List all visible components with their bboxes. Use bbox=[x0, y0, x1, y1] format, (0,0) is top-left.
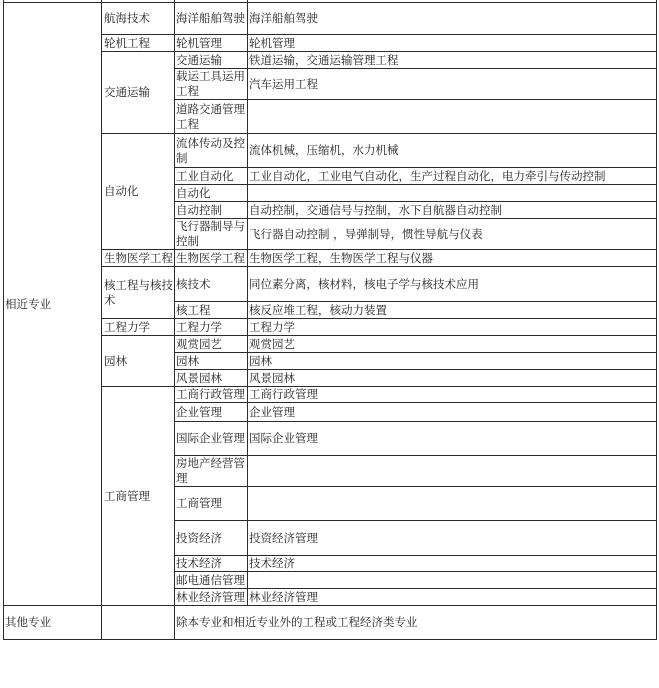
related-majors-cell: 生物医学工程，生物医学工程与仪器 bbox=[248, 250, 657, 267]
major-cell: 园林 bbox=[175, 353, 248, 370]
table-row bbox=[4, 52, 657, 69]
major-cell: 载运工具运用工程 bbox=[175, 69, 248, 100]
major-cell: 道路交通管理工程 bbox=[175, 100, 248, 134]
major-cell: 邮电通信管理 bbox=[175, 572, 248, 589]
table-row bbox=[4, 3, 657, 35]
major-cell: 海洋船舶驾驶 bbox=[175, 3, 248, 35]
major-cell: 投资经济 bbox=[175, 521, 248, 556]
related-majors-cell: 工商行政管理 bbox=[248, 387, 657, 403]
related-majors-cell: 观赏园艺 bbox=[248, 336, 657, 353]
majors-table bbox=[3, 0, 657, 640]
table-row bbox=[4, 387, 657, 403]
major-cell: 流体传动及控制 bbox=[175, 134, 248, 168]
table-row bbox=[4, 336, 657, 353]
category-cell: 航海技术 bbox=[102, 3, 175, 35]
related-majors-cell: 林业经济管理 bbox=[248, 589, 657, 606]
category-cell: 轮机工程 bbox=[102, 35, 175, 52]
related-majors-cell: 国际企业管理 bbox=[248, 422, 657, 456]
major-cell: 自动控制 bbox=[175, 202, 248, 219]
related-majors-cell: 投资经济管理 bbox=[248, 521, 657, 556]
major-cell: 生物医学工程 bbox=[175, 250, 248, 267]
related-majors-cell: 核反应堆工程，核动力装置 bbox=[248, 302, 657, 319]
major-cell: 工商管理 bbox=[175, 487, 248, 521]
category-cell: 自动化 bbox=[102, 134, 175, 250]
related-majors-cell: 自动控制，交通信号与控制，水下自航器自动控制 bbox=[248, 202, 657, 219]
category-cell bbox=[102, 606, 175, 640]
major-cell: 观赏园艺 bbox=[175, 336, 248, 353]
category-cell: 核工程与核技术 bbox=[102, 267, 175, 319]
table-row bbox=[4, 267, 657, 302]
category-cell: 工商管理 bbox=[102, 387, 175, 606]
related-majors-cell bbox=[248, 456, 657, 487]
major-cell: 飞行器制导与控制 bbox=[175, 219, 248, 250]
related-majors-cell: 工程力学 bbox=[248, 319, 657, 336]
major-cell: 轮机管理 bbox=[175, 35, 248, 52]
related-majors-cell bbox=[248, 487, 657, 521]
related-majors-cell: 同位素分离，核材料，核电子学与核技术应用 bbox=[248, 267, 657, 302]
related-majors-cell: 飞行器自动控制 ，导弹制导，惯性导航与仪表 bbox=[248, 219, 657, 250]
table-row bbox=[4, 134, 657, 168]
related-majors-cell: 园林 bbox=[248, 353, 657, 370]
category-cell: 生物医学工程 bbox=[102, 250, 175, 267]
major-cell: 房地产经营管理 bbox=[175, 456, 248, 487]
related-majors-cell: 汽车运用工程 bbox=[248, 69, 657, 100]
related-majors-cell bbox=[248, 572, 657, 589]
major-cell: 自动化 bbox=[175, 185, 248, 202]
table-row bbox=[4, 250, 657, 267]
section-label: 相近专业 bbox=[4, 3, 102, 606]
related-majors-cell: 工业自动化，工业电气自动化，生产过程自动化，电力牵引与传动控制 bbox=[248, 168, 657, 185]
related-majors-cell bbox=[248, 185, 657, 202]
related-majors-cell: 技术经济 bbox=[248, 556, 657, 572]
major-cell: 工程力学 bbox=[175, 319, 248, 336]
related-majors-cell: 企业管理 bbox=[248, 403, 657, 422]
table-row bbox=[4, 606, 657, 640]
related-majors-cell: 轮机管理 bbox=[248, 35, 657, 52]
other-majors-text: 除本专业和相近专业外的工程或工程经济类专业 bbox=[175, 606, 657, 640]
major-cell: 工业自动化 bbox=[175, 168, 248, 185]
major-cell: 核技术 bbox=[175, 267, 248, 302]
category-cell: 园林 bbox=[102, 336, 175, 387]
related-majors-cell: 流体机械，压缩机，水力机械 bbox=[248, 134, 657, 168]
related-majors-cell: 铁道运输，交通运输管理工程 bbox=[248, 52, 657, 69]
major-cell: 风景园林 bbox=[175, 370, 248, 387]
category-cell: 交通运输 bbox=[102, 52, 175, 134]
major-cell: 国际企业管理 bbox=[175, 422, 248, 456]
table-row bbox=[4, 319, 657, 336]
related-majors-cell: 海洋船舶驾驶 bbox=[248, 3, 657, 35]
related-majors-cell: 风景园林 bbox=[248, 370, 657, 387]
major-cell: 林业经济管理 bbox=[175, 589, 248, 606]
major-cell: 技术经济 bbox=[175, 556, 248, 572]
major-cell: 企业管理 bbox=[175, 403, 248, 422]
major-cell: 核工程 bbox=[175, 302, 248, 319]
section-label: 其他专业 bbox=[4, 606, 102, 640]
major-cell: 交通运输 bbox=[175, 52, 248, 69]
table-row bbox=[4, 35, 657, 52]
major-cell: 工商行政管理 bbox=[175, 387, 248, 403]
category-cell: 工程力学 bbox=[102, 319, 175, 336]
related-majors-cell bbox=[248, 100, 657, 134]
